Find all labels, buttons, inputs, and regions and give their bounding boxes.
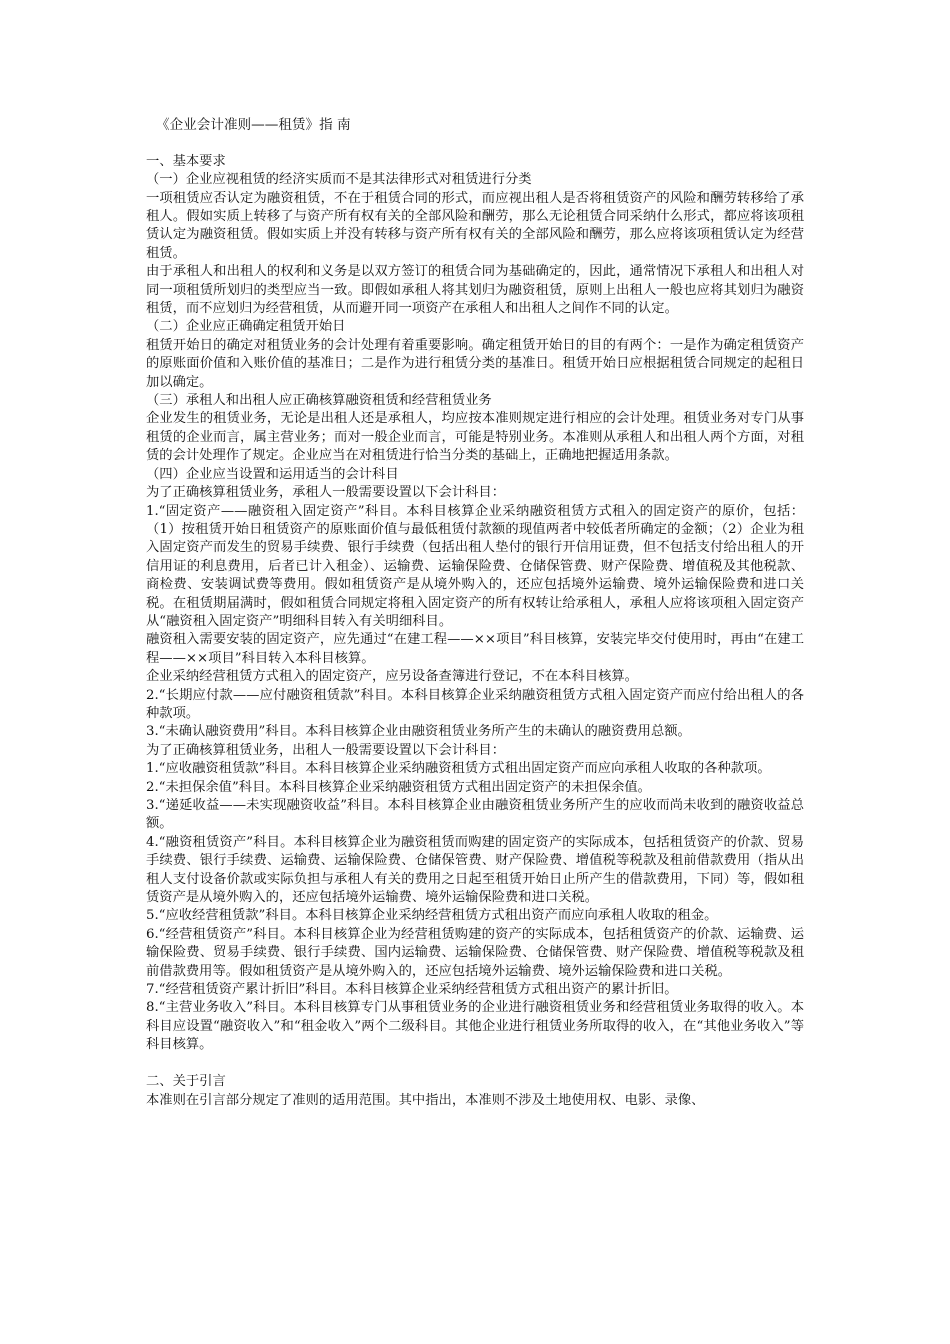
- paragraph: 企业采纳经营租赁方式租入的固定资产，应另设备查簿进行登记，不在本科目核算。: [146, 669, 638, 685]
- paragraph: 融资租入需要安装的固定资产，应先通过“在建工程——××项目”科目核算，安装完毕交付使用时，再由“在建工程——××项目”科目转入本科目核算。: [146, 632, 804, 666]
- section-heading: 二、关于引言: [146, 1074, 226, 1090]
- paragraph: 1.“固定资产——融资租入固定资产”科目。本科目核算企业采纳融资租赁方式租入的固定资产的原价，包括：（1）按租赁开始日租赁资产的原账面价值与最低租赁付款额的现值两者中较低者所确定的金额；（2）企业为租入固定资产而发生的贸易手续费、银行手续费（包括出租人垫付的银行开信用证费，但不包括支付给出租人的开信用证的利息费用，后者已计入租金）、运输费、运输保险费、仓储保管费、财产保险费、增值税及其他税款、商检费、安装调试费等费用。假如租赁资产是从境外购入的，还应包括境外运输费、境外运输保险费和进口关税。在租赁期届满时，假如租赁合同规定将租入固定资产的所有权转让给承租人，承租人应将该项租入固定资产从“融资租入固定资产”明细科目转入有关明细科目。: [146, 503, 804, 629]
- document-title: 《企业会计准则——租赁》指 南: [156, 117, 351, 133]
- paragraph: 一项租赁应否认定为融资租赁，不在于租赁合同的形式，而应视出租人是否将租赁资产的风险和酬劳转移给了承租人。假如实质上转移了与资产所有权有关的全部风险和酬劳，那么无论租赁合同采纳什么形式，都应将该项租赁认定为融资租赁。假如实质上并没有转移与资产所有权有关的全部风险和酬劳，那么应将该项租赁认定为经营租赁。: [146, 190, 804, 261]
- paragraph: 本准则在引言部分规定了准则的适用范围。其中指出，本准则不涉及土地使用权、电影、录像、: [146, 1092, 705, 1108]
- paragraph: 企业发生的租赁业务，无论是出租人还是承租人，均应按本准则规定进行相应的会计处理。租赁业务对专门从事租赁的企业而言，属主营业务；而对一般企业而言，可能是特别业务。本准则从承租人和出租人两个方面，对租赁的会计处理作了规定。企业应当在对租赁进行恰当分类的基础上，正确地把握适用条款。: [146, 411, 804, 464]
- blank-line: [146, 1055, 804, 1073]
- paragraph: 5.“应收经营租赁款”科目。本科目核算企业采纳经营租赁方式租出资产而应向承租人收取的租金。: [146, 908, 718, 924]
- document-body: [146, 116, 804, 1110]
- paragraph: 6.“经营租赁资产”科目。本科目核算企业为经营租赁购建的资产的实际成本，包括租赁资产的价款、运输费、运输保险费、贸易手续费、银行手续费、国内运输费、运输保险费、仓储保管费、财产保险费、增值税等税款及租前借款费用等。假如租赁资产是从境外购入的，还应包括境外运输费、境外运输保险费和进口关税。: [146, 926, 804, 979]
- paragraph: 1.“应收融资租赁款”科目。本科目核算企业采纳融资租赁方式租出固定资产而应向承租人收取的各种款项。: [146, 761, 771, 777]
- blank-line: [146, 134, 804, 152]
- paragraph: 4.“融资租赁资产”科目。本科目核算企业为融资租赁而购建的固定资产的实际成本，包括租赁资产的价款、贸易手续费、银行手续费、运输费、运输保险费、仓储保管费、财产保险费、增值税等税款及租前借款费用（指从出租人支付设备价款或实际负担与承租人有关的费用之日起至租赁开始日止所产生的借款费用，下同）等，假如租赁资产是从境外购入的，还应包括境外运输费、境外运输保险费和进口关税。: [146, 834, 804, 906]
- paragraph: 3.“未确认融资费用”科目。本科目核算企业由融资租赁业务所产生的未确认的融资费用总额。: [146, 724, 691, 740]
- paragraph: 2.“长期应付款——应付融资租赁款”科目。本科目核算企业采纳融资租赁方式租入固定资产而应付给出租人的各种款项。: [146, 687, 804, 721]
- paragraph: （三）承租人和出租人应正确核算融资租赁和经营租赁业务: [146, 393, 492, 409]
- paragraph: 为了正确核算租赁业务，出租人一般需要设置以下会计科目：: [146, 742, 506, 758]
- section-1: [146, 153, 804, 1055]
- paragraph: （一）企业应视租赁的经济实质而不是其法律形式对租赁进行分类: [146, 172, 532, 188]
- paragraph: 7.“经营租赁资产累计折旧”科目。本科目核算企业采纳经营租赁方式租出资产的累计折旧。: [146, 982, 678, 998]
- paragraph: 8.“主营业务收入”科目。本科目核算专门从事租赁业务的企业进行融资租赁业务和经营租赁业务取得的收入。本科目应设置“融资收入”和“租金收入”两个二级科目。其他企业进行租赁业务所取得的收入，在“其他业务收入”等科目核算。: [146, 1000, 804, 1053]
- paragraph: 由于承租人和出租人的权利和义务是以双方签订的租赁合同为基础确定的，因此，通常情况下承租人和出租人对同一项租赁所划归的类型应当一致。即假如承租人将其划归为融资租赁，原则上出租人一般也应将其划归为融资租赁，而不应划归为经营租赁，从而避开同一项资产在承租人和出租人之间作不同的认定。: [146, 264, 804, 317]
- paragraph: 2.“未担保余值”科目。本科目核算企业采纳融资租赁方式租出固定资产的未担保余值。: [146, 779, 651, 795]
- paragraph: 一、基本要求: [146, 153, 226, 169]
- paragraph: （四）企业应当设置和运用适当的会计科目: [146, 466, 399, 482]
- paragraph: （二）企业应正确确定租赁开始日: [146, 319, 346, 335]
- paragraph: 3.“递延收益——未实现融资收益”科目。本科目核算企业由融资租赁业务所产生的应收而尚未收到的融资收益总额。: [146, 798, 804, 832]
- paragraph: 租赁开始日的确定对租赁业务的会计处理有着重要影响。确定租赁开始日的目的有两个：一是作为确定租赁资产的原账面价值和入账价值的基准日；二是作为进行租赁分类的基准日。租赁开始日应根据租赁合同规定的起租日加以确定。: [146, 337, 804, 390]
- paragraph: 为了正确核算租赁业务，承租人一般需要设置以下会计科目：: [146, 485, 506, 501]
